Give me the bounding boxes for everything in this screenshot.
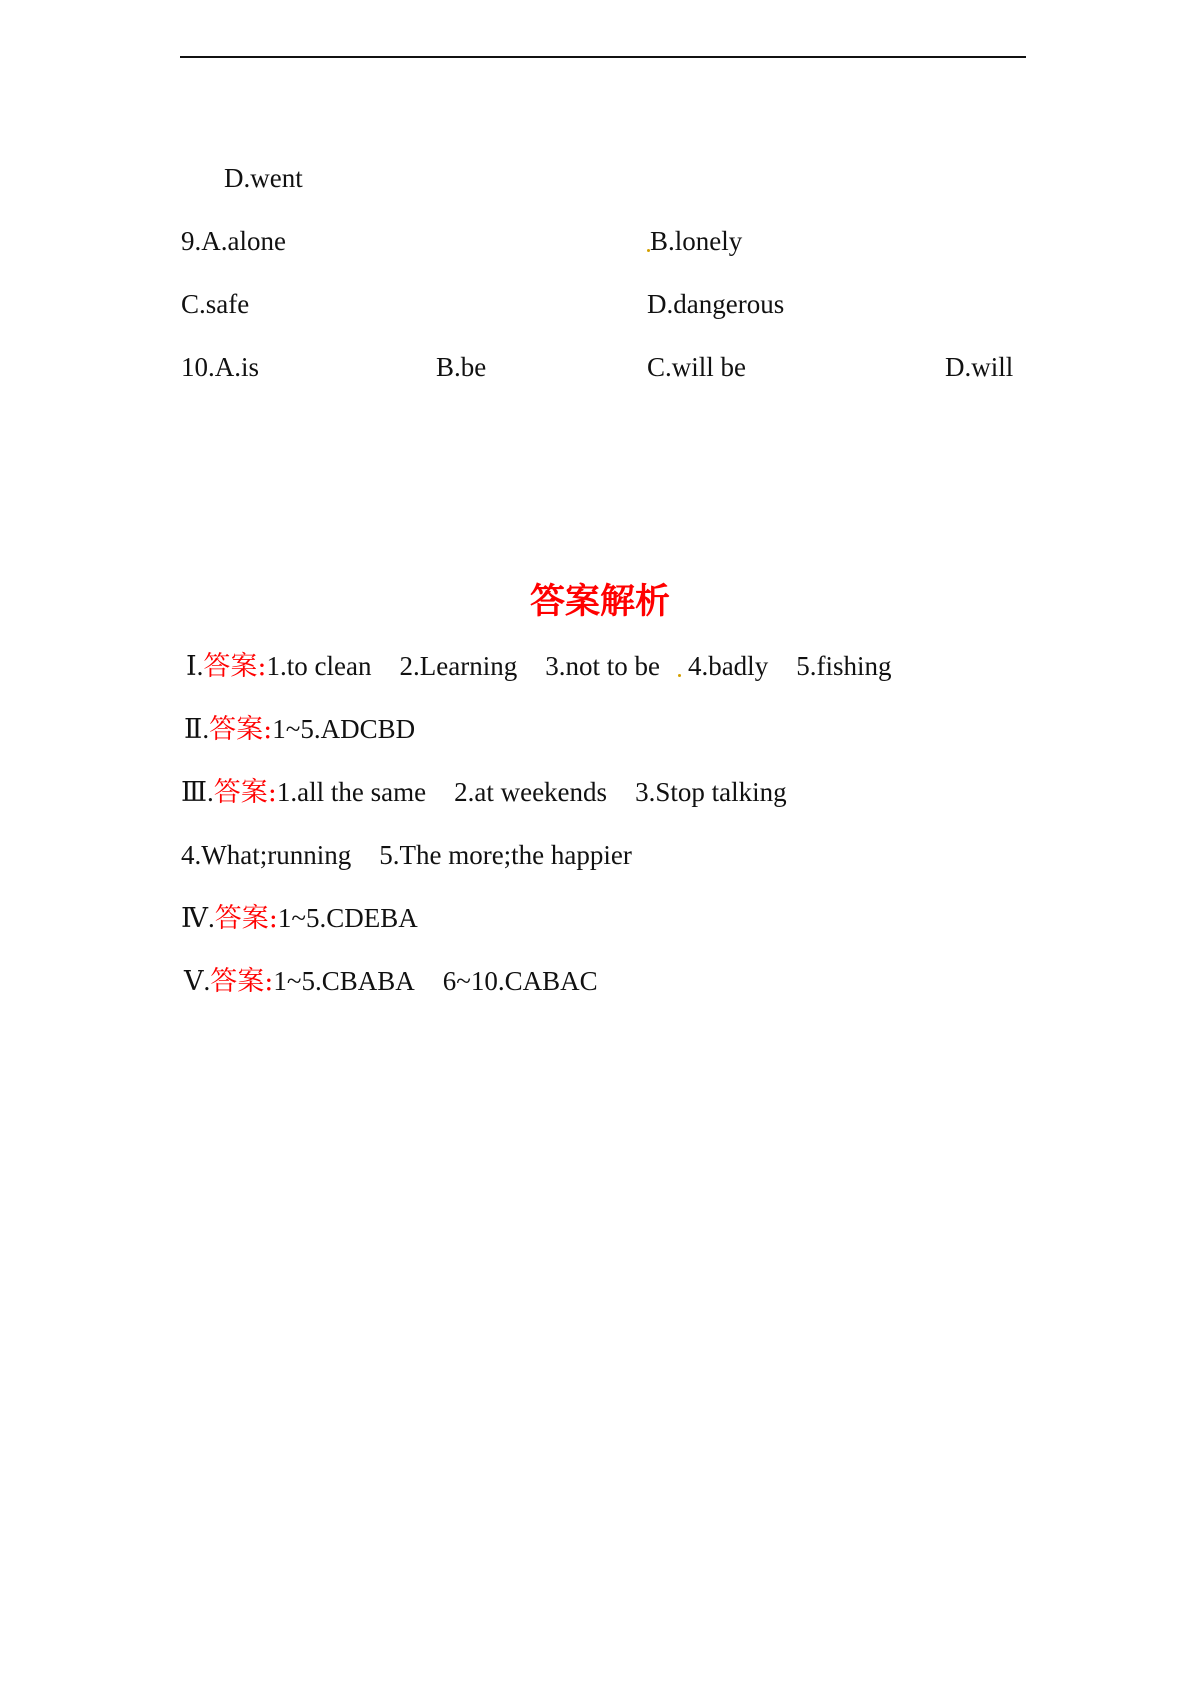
section-numeral: Ⅴ. [184,966,211,996]
marker-dot [678,674,681,677]
answer-item: 1.all the same [276,777,427,807]
option-q10-d: D.will [945,352,1014,382]
section-numeral: Ⅱ. [184,714,210,744]
answer-item: 4.badly [687,651,769,681]
answer-item: 1~5.ADCBD [272,714,416,744]
answer-item: 3.not to be [545,651,660,681]
header-rule [180,56,1026,58]
answer-label: 答案: [203,651,267,682]
option-q10-a: 10.A.is [181,352,260,382]
answers-title: 答案解析 [529,582,670,622]
answer-item: 2.at weekends [454,777,608,807]
answer-item: 1~5.CDEBA [277,903,418,933]
option-q9-a: 9.A.alone [181,226,286,256]
section-numeral: Ⅲ. [181,777,214,807]
answer-item: 2.Learning [399,651,518,681]
option-q9-b: B.lonely [650,226,743,256]
answer-section-3 [181,775,787,810]
answer-item: 5.The more;the happier [379,840,632,870]
section-numeral: Ⅰ. [186,651,204,681]
answer-label: 答案: [210,966,274,997]
answer-item: 6~10.CABAC [442,966,598,996]
answer-section-4 [181,901,418,936]
answer-section-2 [184,712,415,747]
answer-label: 答案: [214,903,278,934]
answer-section-1 [186,649,891,684]
section-numeral: Ⅳ. [181,903,215,933]
option-q9-d: D.dangerous [647,289,785,319]
option-q10-b: B.be [436,352,487,382]
answer-label: 答案: [209,714,273,745]
answer-label: 答案: [213,777,277,808]
answer-section-5 [184,964,598,999]
answer-item: 4.What;running [181,840,352,870]
answer-item: 5.fishing [796,651,892,681]
option-q9-c: C.safe [181,289,250,319]
answer-section-3-continued [181,838,632,872]
option-q10-c: C.will be [647,352,746,382]
answer-item: 1~5.CBABA [273,966,415,996]
answer-item: 1.to clean [266,651,372,681]
answer-item: 3.Stop talking [635,777,787,807]
option-q8-d: D.went [224,163,303,193]
